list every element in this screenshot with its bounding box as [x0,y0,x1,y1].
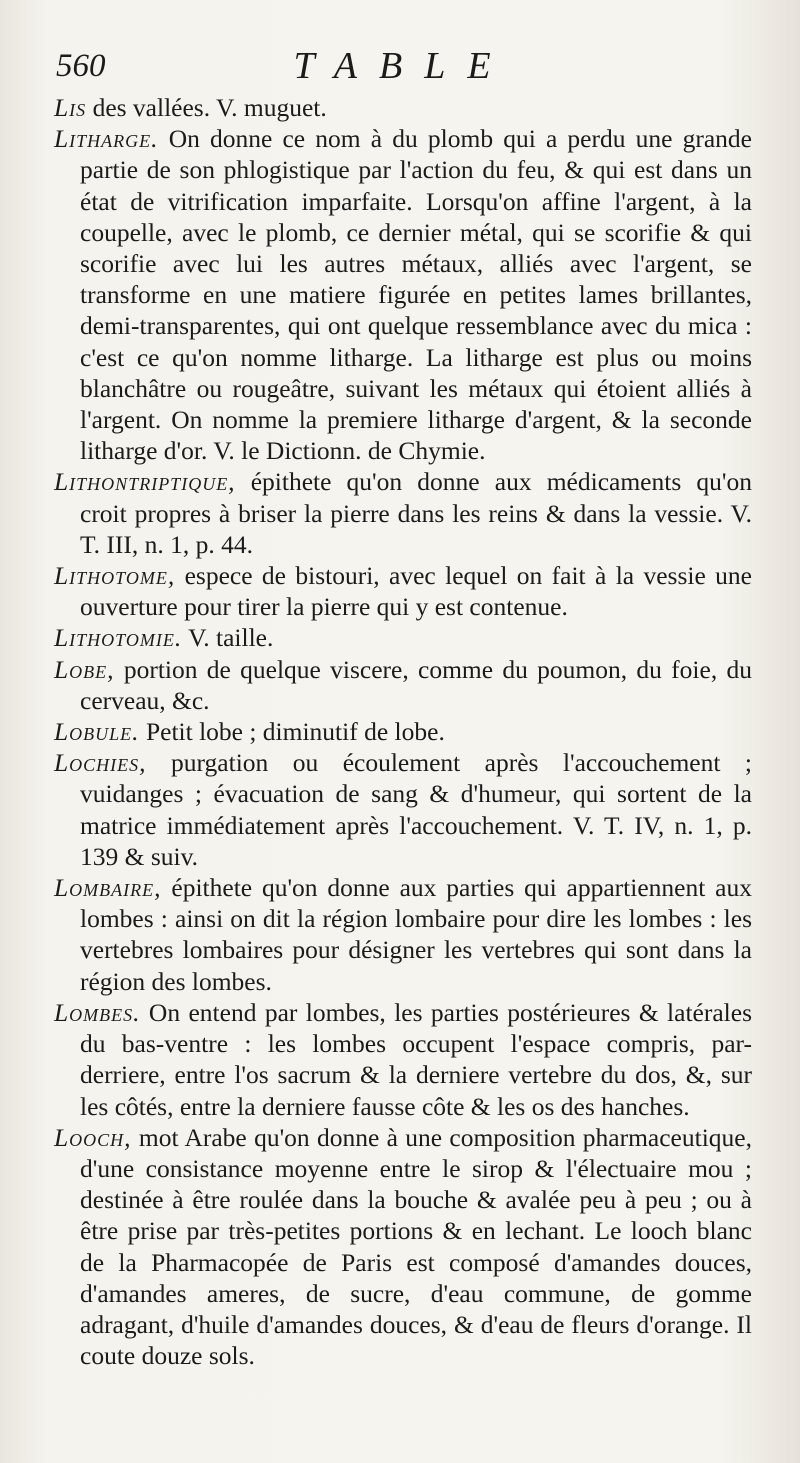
entry-text: épithete qu'on donne aux médicaments qu'on croit propres à briser la pierre dans les reins & dans la vessie. V. T. III, n. 1, p. 44. [80,467,752,559]
entry-term: Lombes. [54,997,141,1027]
page-header [54,40,752,92]
entry-term: Lochies, [54,748,147,778]
glossary-entry [54,872,752,997]
entry-term: Looch, [54,1122,132,1152]
glossary-entry [54,123,752,466]
page-number: 560 [56,48,106,84]
entry-text: purgation ou écoulement après l'accouchement ; vuidanges ; évacuation de sang & d'humeur, qui sortent de la matrice immédiatement après l'accouchement. V. T. IV, n. 1, p. 139 & suiv. [80,748,752,871]
entry-text: épithete qu'on donne aux parties qui appartiennent aux lombes : ainsi on dit la région lombaire pour dire les lombes : les vertebres lombaires pour désigner les vertebres qui sont dans la région des lombes. [80,873,752,996]
entry-term: Lithotomie. [54,623,183,653]
glossary-entry [54,716,752,747]
running-title: TABLE [293,45,513,87]
glossary-entry [54,747,752,872]
entry-text: On donne ce nom à du plomb qui a perdu une grande partie de son phlogistique par l'action du feu, & qui est dans un état de vitrification imparfaite. Lorsqu'on affine l'argent, à la coupelle, avec le plomb, ce dernier métal, qui se scorifie & qui scorifie avec lui les autres métaux, alliés avec l'argent, se transforme en une matiere figurée en petites lames brillantes, demi-transparentes, qui ont quelque ressemblance avec du mica : c'est ce qu'on nomme litharge. La litharge est plus ou moins blanchâtre ou rougeâtre, suivant les métaux qui étoient alliés à l'argent. On nomme la premiere litharge d'argent, & la seconde litharge d'or. V. le Dictionn. de Chymie. [80,124,752,466]
glossary-entry [54,1122,752,1372]
entry-text: Petit lobe ; diminutif de lobe. [139,717,445,747]
entry-term: Lithontriptique, [54,467,236,497]
entry-term: Lobe, [54,654,115,684]
entry-term: Litharge. [54,124,159,154]
glossary-entry [54,466,752,560]
glossary-entry [54,654,752,716]
entry-term: Lis [54,93,87,122]
glossary-entry [54,92,752,123]
entry-term: Lithotome, [54,561,176,591]
glossary-entries [54,92,752,1371]
entry-text: mot Arabe qu'on donne à une composition pharmaceutique, d'une consistance moyenne entre le sirop & l'électuaire mou ; destinée à être roulée dans la bouche & avalée peu à peu ; ou à être prise par très-petites portions & en lechant. Le looch blanc de la Pharmacopée de Paris est composé d'amandes douces, d'amandes ameres, de sucre, d'eau commune, de gomme adragant, d'huile d'amandes douces, & d'eau de fleurs d'orange. Il coute douze sols. [80,1122,752,1371]
glossary-entry [54,560,752,622]
entry-text: portion de quelque viscere, comme du poumon, du foie, du cerveau, &c. [80,654,752,715]
entry-text: espece de bistouri, avec lequel on fait à la vessie une ouverture pour tirer la pierre qui y est contenue. [80,561,752,622]
entry-text: V. taille. [182,623,274,653]
entry-text: On entend par lombes, les parties postérieures & latérales du bas-ventre : les lombes occupent l'espace compris, par-derriere, entre l'os sacrum & la derniere vertebre du dos, &, sur les côtés, entre la derniere fausse côte & les os des hanches. [80,997,752,1121]
glossary-entry [54,997,752,1122]
glossary-entry [54,622,752,653]
entry-term: Lombaire, [54,873,162,903]
entry-text: des vallées. V. muguet. [86,93,327,122]
entry-term: Lobule. [54,717,140,747]
